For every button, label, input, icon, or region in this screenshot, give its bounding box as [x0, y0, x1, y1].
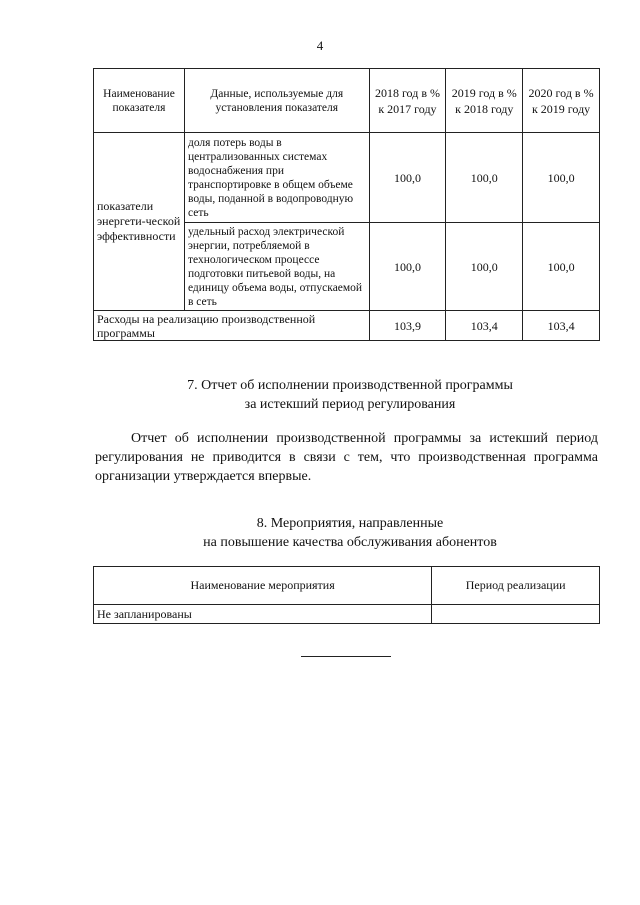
end-rule — [301, 656, 391, 657]
header-period: Период реализации — [432, 567, 600, 605]
period-cell — [432, 605, 600, 624]
section7-title-line1: 7. Отчет об исполнении производственной программы — [187, 378, 513, 393]
page-number: 4 — [316, 38, 324, 53]
header-data-used: Данные, используемые для установления показателя — [184, 69, 369, 133]
row2-value-2018: 100,0 — [369, 223, 446, 311]
table-row-expenses — [94, 311, 600, 341]
section7-text: Отчет об исполнении производственной программы за истекший период регулирования не приводится в связи с тем, что производственная программа организации утверждается впервые. — [95, 431, 598, 484]
measure-cell: Не запланированы — [94, 605, 432, 624]
measures-table — [93, 566, 600, 624]
table-row — [94, 605, 600, 624]
row1-value-2019: 100,0 — [446, 133, 523, 223]
row2-value-2020: 100,0 — [523, 223, 600, 311]
indicators-table — [93, 68, 600, 341]
header-2019: 2019 год в % к 2018 году — [446, 69, 523, 133]
header-indicator-name: Наименование показателя — [94, 69, 185, 133]
section7-paragraph — [95, 429, 598, 486]
table-header-row — [94, 69, 600, 133]
row-data-electricity-consumption: удельный расход электрической энергии, потребляемой в технологическом процессе подготовки питьевой воды, на единицу объема воды, отпускаемой в сеть — [184, 223, 369, 311]
row1-value-2018: 100,0 — [369, 133, 446, 223]
section8-title-line1: 8. Мероприятия, направленные — [256, 516, 444, 531]
group-label-energy-efficiency: показатели энергети-ческой эффективности — [94, 133, 185, 311]
header-measure: Наименование мероприятия — [94, 567, 432, 605]
header-2020: 2020 год в % к 2019 году — [523, 69, 600, 133]
expenses-value-2020: 103,4 — [523, 311, 600, 341]
expenses-label: Расходы на реализацию производственной программы — [94, 311, 370, 341]
header-2018: 2018 год в % к 2017 году — [369, 69, 446, 133]
row1-value-2020: 100,0 — [523, 133, 600, 223]
expenses-value-2018: 103,9 — [369, 311, 446, 341]
row-data-water-losses: доля потерь воды в централизованных системах водоснабжения при транспортировке в общем объеме воды, поданной в водопроводную сеть — [184, 133, 369, 223]
section7-title-line2: за истекший период регулирования — [244, 397, 456, 412]
table-header-row — [94, 567, 600, 605]
table-row — [94, 133, 600, 223]
row2-value-2019: 100,0 — [446, 223, 523, 311]
expenses-value-2019: 103,4 — [446, 311, 523, 341]
section8-title-line2: на повышение качества обслуживания абонентов — [203, 535, 497, 550]
